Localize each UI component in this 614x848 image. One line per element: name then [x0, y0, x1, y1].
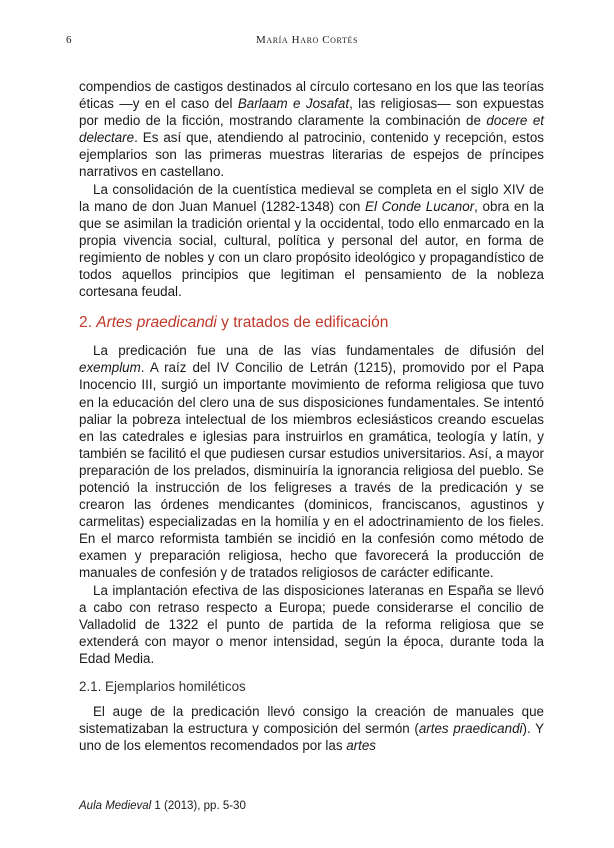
paragraph: El auge de la predicación llevó consigo la creación de manuales que sistematizaban la estructura y composición del sermón (artes praedicandi). Y uno de los elementos recomendados por las artes [79, 704, 545, 754]
section-heading: 2. Artes praedicandi y tratados de edificación [79, 314, 389, 332]
paragraph: compendios de castigos destinados al círculo cortesano en los que las teorías éticas —y en el caso del Barlaam e Josafat, las religiosas— son expuestas por medio de la ficción, mostrando claramente la combinación de docere et delectare. Es así que, atendiendo al patrocinio, contenido y recepción, estos ejemplarios son las primeras muestras literarias de espejos de príncipes narrativos en castellano. [79, 79, 544, 180]
footer-citation: Aula Medieval 1 (2013), pp. 5-30 [79, 800, 246, 812]
page-body [79, 78, 544, 754]
page-number: 6 [66, 34, 72, 46]
subsection-heading: 2.1. Ejemplarios homiléticos [79, 679, 246, 694]
paragraph: La consolidación de la cuentística medieval se completa en el siglo XIV de la mano de don Juan Manuel (1282-1348) con El Conde Lucanor, obra en la que se asimilan la tradición oriental y la occidental, todo ello enmarcado en la propia vivencia social, cultural, política y personal del autor, en forma de regimiento de nobles y con un claro propósito ideológico y propagandístico de todos aquellos principios que legitiman el pensamiento de la nobleza cortesana feudal. [79, 181, 545, 300]
paragraph: La implantación efectiva de las disposiciones lateranas en España se llevó a cabo con retraso respecto a Europa; puede considerarse el concilio de Valladolid de 1322 el punto de partida de la reforma religiosa que se extenderá con mayor o menor intensidad, según la época, durante toda la Edad Media. [79, 582, 544, 666]
running-head: María Haro Cortés [255, 34, 359, 46]
paragraph: La predicación fue una de las vías fundamentales de difusión del exemplum. A raíz del IV Concilio de Letrán (1215), promovido por el Papa Inocencio III, surgió un importante movimiento de reforma religiosa que tuvo en la educación del clero una de sus disposiciones fundamentales. Se intentó paliar la pobreza intelectual de los miembros eclesiásticos creando escuelas en las catedrales e iglesias para instruirlos en gramática, teología y latín, y también se facilitó el que pudiesen cursar estudios universitarios. Así, a mayor preparación de los prelados, disminuiría la ignorancia religiosa del pueblo. Se potenció la instrucción de los feligreses a través de la predicación y se crearon las órdenes mendicantes (dominicos, franciscanos, agustinos y carmelitas) especializadas en la homilía y en el adoctrinamiento de los fieles. En el marco reformista también se incidió en la confesión como método de examen y preparación religiosa, hecho que favorecerá la producción de manuales de confesión y de tratados religiosos de carácter edificante. [79, 343, 544, 581]
